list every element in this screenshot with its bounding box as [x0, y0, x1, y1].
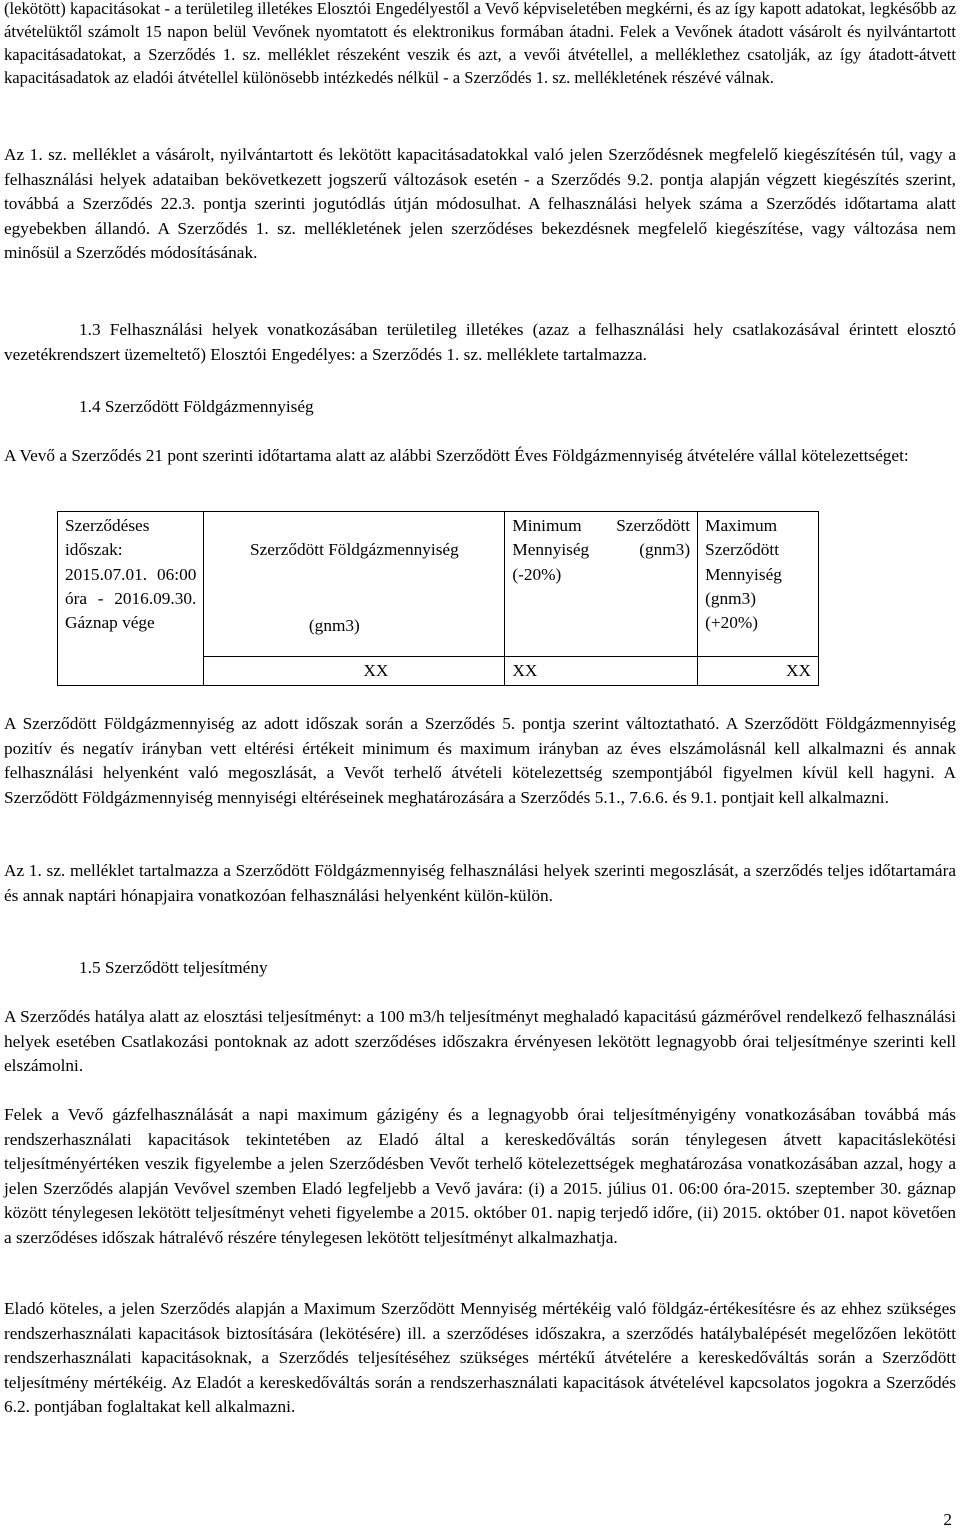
quantity-header-title: Szerződött Földgázmennyiség [249, 540, 459, 559]
paragraph-section-1-4: A Vevő a Szerződés 21 pont szerinti időtartama alatt az alábbi Szerződött Éves Földgázmennyiség átvételére vállal kötelezettséget: [4, 446, 909, 465]
paragraph-annex-1: Az 1. sz. melléklet a vásárolt, nyilvántartott és lekötött kapacitásadatokkal való jelen Szerződésnek megfelelő kiegészítésén túl, vagy a felhasználási helyek adataiban bekövetkezett jogszerű változások esetén - a Szerződés 9.2. pontja alapján végzett kiegészítés szerint, továbbá a Szerződés 22.3. pontja szerinti jogutódlás útján módosulhat. A felhasználási helyek száma a Szerződés időtartama alatt egyebekben állandó. A Szerződés 1. sz. mellékletének jelen szerződéses bekezdésnek megfelelő kiegészítése, vagy változása nem minősül a Szerződés módosításának. [4, 145, 956, 262]
paragraph-section-1-3: 1.3 Felhasználási helyek vonatkozásában területileg illetékes (azaz a felhasználási hely csatlakozásával érintett elosztó vezetékrendszert üzemeltető) Elosztói Engedélyes: a Szerződés 1. sz. melléklete tartalmazza. [4, 320, 956, 364]
paragraph-section-1-5-b: Felek a Vevő gázfelhasználását a napi maximum gázigény és a legnagyobb órai teljesítményigény vonatkozásában továbbá más rendszerhasználati kapacitások tekintetében az Eladó által a kereskedőváltás során ténylegesen átvett kapacitáslekötési teljesítményértéken veszik figyelembe a jelen Szerződésben Vevőt terhelő kötelezettségek meghatározása vonatkozásában azzal, hogy a jelen Szerződés alapján Vevővel szemben Eladó legfeljebb a Vevő javára: (i) a 2015. július 01. 06:00 óra-2015. szeptember 30. gáznap között ténylegesen lekötött teljesítményt veheti figyelembe a 2015. október 01. napig terjedő időre, (ii) 2015. október 01. napot követően a szerződéses időszak hátralévő részére ténylegesen lekötött teljesítményt alkalmazhatja. [4, 1105, 956, 1247]
paragraph-section-1-5-c: Eladó köteles, a jelen Szerződés alapján a Maximum Szerződött Mennyiség mértékéig való földgáz-értékesítésre és az ehhez szükséges rendszerhasználati kapacitások biztosítására (lekötésére) ill. a szerződéses időszakra, a szerződés hatálybalépését megelőzően lekötött rendszerhasználati kapacitásoknak, a Szerződés teljesítéséhez szükséges mértékű átvételére a kereskedőváltás során a Szerződött teljesítmény mértékéig. Az Eladót a kereskedőváltás során a rendszerhasználati kapacitások átvételével kapcsolatos jogokra a Szerződés 6.2. pontjában foglaltakat kell alkalmazni. [4, 1299, 956, 1416]
period-cell [58, 512, 204, 686]
paragraph-quantity-change: A Szerződött Földgázmennyiség az adott időszak során a Szerződés 5. pontja szerint változtatható. A Szerződött Földgázmennyiség pozitív és negatív irányban vett eltérési értékeit minimum és maximum irányban az éves elszámolásnál kell alkalmazni és annak felhasználási helyenként való megoszlását, a Vevőt terhelő átvételi kötelezettség szempontjából figyelmen kívül kell hagyni. A Szerződött Földgázmennyiség mennyiségi eltéréseinek meghatározására a Szerződés 5.1., 7.6.6. és 9.1. pontjait kell alkalmazni. [4, 714, 956, 807]
quantity-value-cell: XX [204, 657, 505, 686]
page-number: 2 [943, 1510, 952, 1529]
period-text: Szerződéses időszak: 2015.07.01. 06:00 óra - 2016.09.30. Gáznap vége [65, 516, 197, 633]
heading-section-1-5: 1.5 Szerződött teljesítmény [79, 958, 268, 977]
contracted-quantity-table [57, 511, 819, 686]
quantity-header-unit: (gnm3) [308, 616, 360, 636]
minimum-header-cell [505, 512, 698, 657]
table-header-row [58, 512, 819, 657]
paragraph-annex-1-breakdown: Az 1. sz. melléklet tartalmazza a Szerződött Földgázmennyiség felhasználási helyek szerinti megoszlását, a szerződés teljes időtartamára és annak naptári hónapjaira vonatkozóan felhasználási helyenként külön-külön. [4, 861, 956, 905]
maximum-value-cell: XX [698, 657, 819, 686]
paragraph-capacity-data: (lekötött) kapacitásokat - a területileg illetékes Elosztói Engedélyestől a Vevő képviseletében megkérni, és az így kapott adatokat, legkésőbb az átvételüktől számolt 15 napon belül Vevőnek nyomtatott és elektronikus formában átadni. Felek a Vevőnek átadott vásárolt és nyilvántartott kapacitásadatokat, a Szerződés 1. sz. melléklet részeként veszik és azt, a vevői átvétellel, a melléklethez csatolják, az így átadott-átvett kapacitásadatok az eladói átvétellel különösebb intézkedés nélkül - a Szerződés 1. sz. mellékletének részévé válnak. [4, 0, 956, 87]
heading-section-1-4: 1.4 Szerződött Földgázmennyiség [79, 397, 314, 416]
paragraph-section-1-5-a: A Szerződés hatálya alatt az elosztási teljesítményt: a 100 m3/h teljesítményt meghaladó kapacitású gázmérővel rendelkező felhasználási helyek esetében Csatlakozási pontoknak az adott szerződéses időszakra érvényesen lekötött legnagyobb órai teljesítménye szerinti kell elszámolni. [4, 1007, 956, 1075]
quantity-header-cell [204, 512, 505, 657]
minimum-value-cell: XX [505, 657, 698, 686]
maximum-header-cell [698, 512, 819, 657]
minimum-header-text: Minimum Szerződött Mennyiség (gnm3) (-20%) [512, 516, 691, 584]
maximum-header-text: Maximum Szerződött Mennyiség (gnm3) (+20%) [705, 516, 782, 633]
